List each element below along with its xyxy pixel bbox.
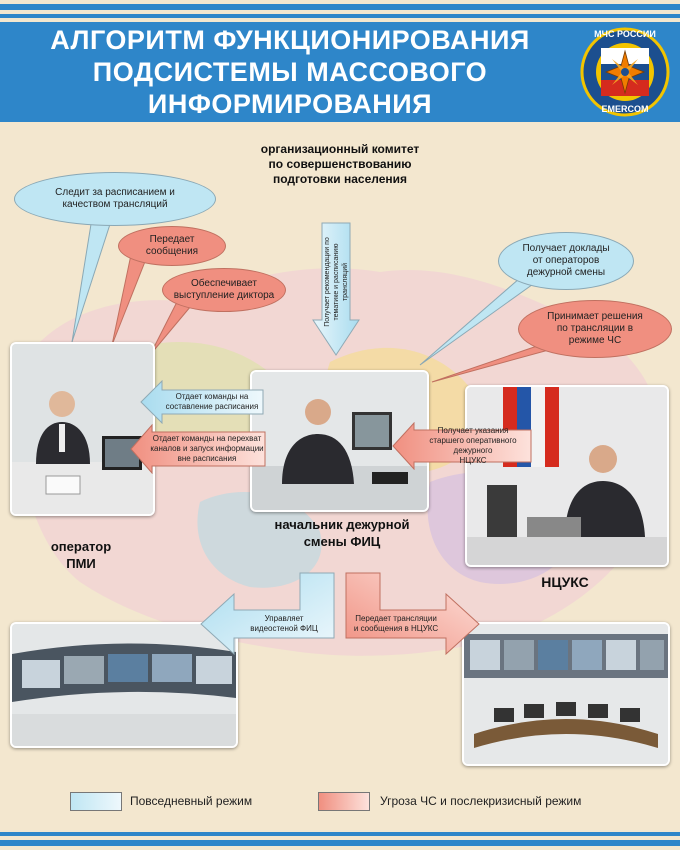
arrow-commands-intercept-text: Отдает команды на перехват каналов и запуск информации вне расписания <box>150 434 264 463</box>
logo-top-text: МЧС РОССИИ <box>594 29 656 39</box>
arrow-transmits <box>344 572 480 668</box>
bubble-reports: Получает доклады от операторов дежурной смены <box>498 232 634 290</box>
arrow-senior-orders <box>392 422 532 470</box>
arrow-video-wall-text: Управляет видеостеной ФИЦ <box>250 614 318 633</box>
bottom-stripe-dark <box>0 840 680 846</box>
photo-ntsuks <box>465 385 669 567</box>
caption-chief-fic: начальник дежурной смены ФИЦ <box>274 517 410 549</box>
bubble-messages: Передает сообщения <box>118 226 226 266</box>
bottom-stripe-light <box>0 832 680 836</box>
bubble-decisions: Принимает решения по трансляции в режиме ЧС <box>518 300 672 358</box>
page-title: АЛГОРИТМ ФУНКЦИОНИРОВАНИЯ ПОДСИСТЕМЫ МАССОВОГО ИНФОРМИРОВАНИЯ <box>50 25 530 119</box>
caption-ntsuks: НЦУКС <box>541 574 589 590</box>
arrow-commands-intercept <box>130 424 266 474</box>
committee-arrow-text: Получает рекомендации по тематике и расписанию трансляций <box>323 237 349 327</box>
bubble-schedule: Следит за расписанием и качеством трансляций <box>14 172 216 226</box>
caption-operator-pmi: оператор ПМИ <box>50 539 112 571</box>
arrow-video-wall <box>200 572 336 668</box>
logo-bottom-text: EMERCOM <box>601 104 649 114</box>
legend-daily-label: Повседневный режим <box>130 794 253 808</box>
arrow-commands-schedule-text: Отдает команды на составление расписания <box>165 392 259 411</box>
arrow-commands-schedule <box>140 380 264 424</box>
legend-daily-swatch <box>70 792 122 811</box>
arrow-transmits-text: Передает трансляции и сообщения в НЦУКС <box>353 614 439 633</box>
legend-threat-label: Угроза ЧС и послекризисный режим <box>380 794 582 808</box>
arrow-senior-orders-text: Получает указания старшего оперативного дежурного НЦУКС <box>429 426 517 465</box>
photo-control-room <box>462 622 670 766</box>
bubble-announcer: Обеспечивает выступление диктора <box>162 268 286 312</box>
legend-threat-swatch <box>318 792 370 811</box>
committee-label: организационный комитет по совершенствованию подготовки населения <box>260 142 420 186</box>
